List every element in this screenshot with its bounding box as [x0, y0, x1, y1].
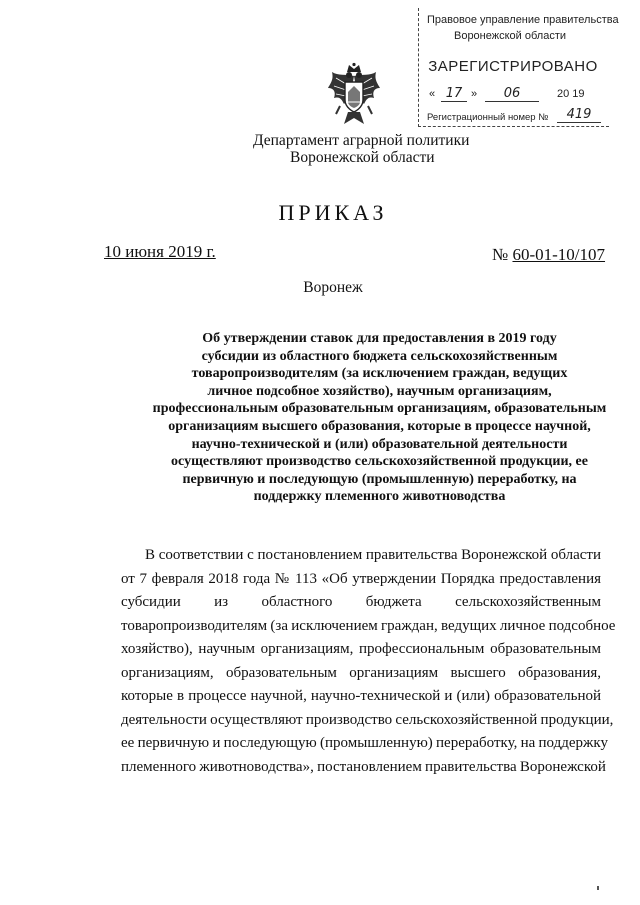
heading-line: профессиональным образовательным организациям, образовательным [152, 401, 607, 417]
heading-line: Об утверждении ставок для предоставления в 2019 году [202, 331, 557, 346]
heading-line: поддержку племенного животноводства [253, 489, 506, 505]
body-line: племенного животноводства», постановлением правительства Воронежской [121, 758, 606, 775]
body-line: товаропроизводителям (за исключением граждан, ведущих личное подсобное [121, 617, 616, 634]
stamp-reg-number: 419 [557, 107, 601, 123]
order-number-sign: № [492, 245, 509, 264]
body-line: В соответствии с постановлением правительства Воронежской области [145, 547, 601, 563]
heading-line: субсидии из областного бюджета сельскохозяйственным [201, 348, 558, 364]
stamp-date-row [429, 86, 605, 104]
body-line: организациям, образовательным организациям высшего образования, [121, 664, 601, 681]
heading-line: личное подсобное хозяйство), научным организациям, [207, 383, 552, 399]
body-line: хозяйство), научным организациям, профессиональным образовательным [121, 641, 601, 657]
order-heading [147, 330, 612, 506]
coat-of-arms-icon [326, 62, 382, 128]
body-line: ее первичную и последующую (промышленную) переработку, на поддержку [121, 735, 608, 751]
scan-mark [597, 886, 599, 890]
body-line: от 7 февраля 2018 года № 113 «Об утверждении Порядка предоставления [121, 570, 601, 587]
body-line: которые в процессе научной, научно-технической и (или) образовательной [121, 688, 601, 704]
heading-line: осуществляют производство сельскохозяйственной продукции, ее [171, 454, 588, 470]
order-date: 10 июня 2019 г. [104, 242, 216, 261]
heading-line: организациям высшего образования, которые в процессе научной, [168, 418, 591, 434]
stamp-year: 20 19 [557, 88, 585, 100]
stamp-month: 06 [485, 86, 539, 102]
department-name-line2: Воронежской области [290, 149, 435, 166]
stamp-open-quote: « [429, 88, 436, 100]
heading-line: товаропроизводителям (за исключением граждан, ведущих [191, 366, 568, 382]
heading-line: научно-технической и (или) образовательной деятельности [191, 436, 568, 452]
stamp-close-quote: » [471, 88, 478, 100]
body-line: субсидии из областного бюджета сельскохозяйственным [121, 594, 601, 610]
department-name-line1: Департамент аграрной политики [253, 132, 470, 149]
stamp-authority-line1: Правовое управление правительства [427, 14, 619, 26]
stamp-reg-number-label: Регистрационный номер № [427, 112, 549, 123]
stamp-registered-label: ЗАРЕГИСТРИРОВАНО [428, 58, 598, 75]
order-number-value: 60-01-10/107 [512, 245, 606, 264]
body-line: деятельности осуществляют производство сельскохозяйственной продукции, [121, 711, 614, 728]
registration-stamp [418, 8, 619, 127]
stamp-authority-line2: Воронежской области [453, 30, 566, 42]
order-city: Воронеж [303, 279, 363, 296]
order-body-paragraph [121, 544, 616, 779]
stamp-day: 17 [441, 86, 467, 102]
document-title: ПРИКАЗ [278, 200, 388, 225]
heading-line: первичную и последующую (промышленную) переработку, на [182, 471, 577, 487]
order-number [492, 245, 605, 265]
